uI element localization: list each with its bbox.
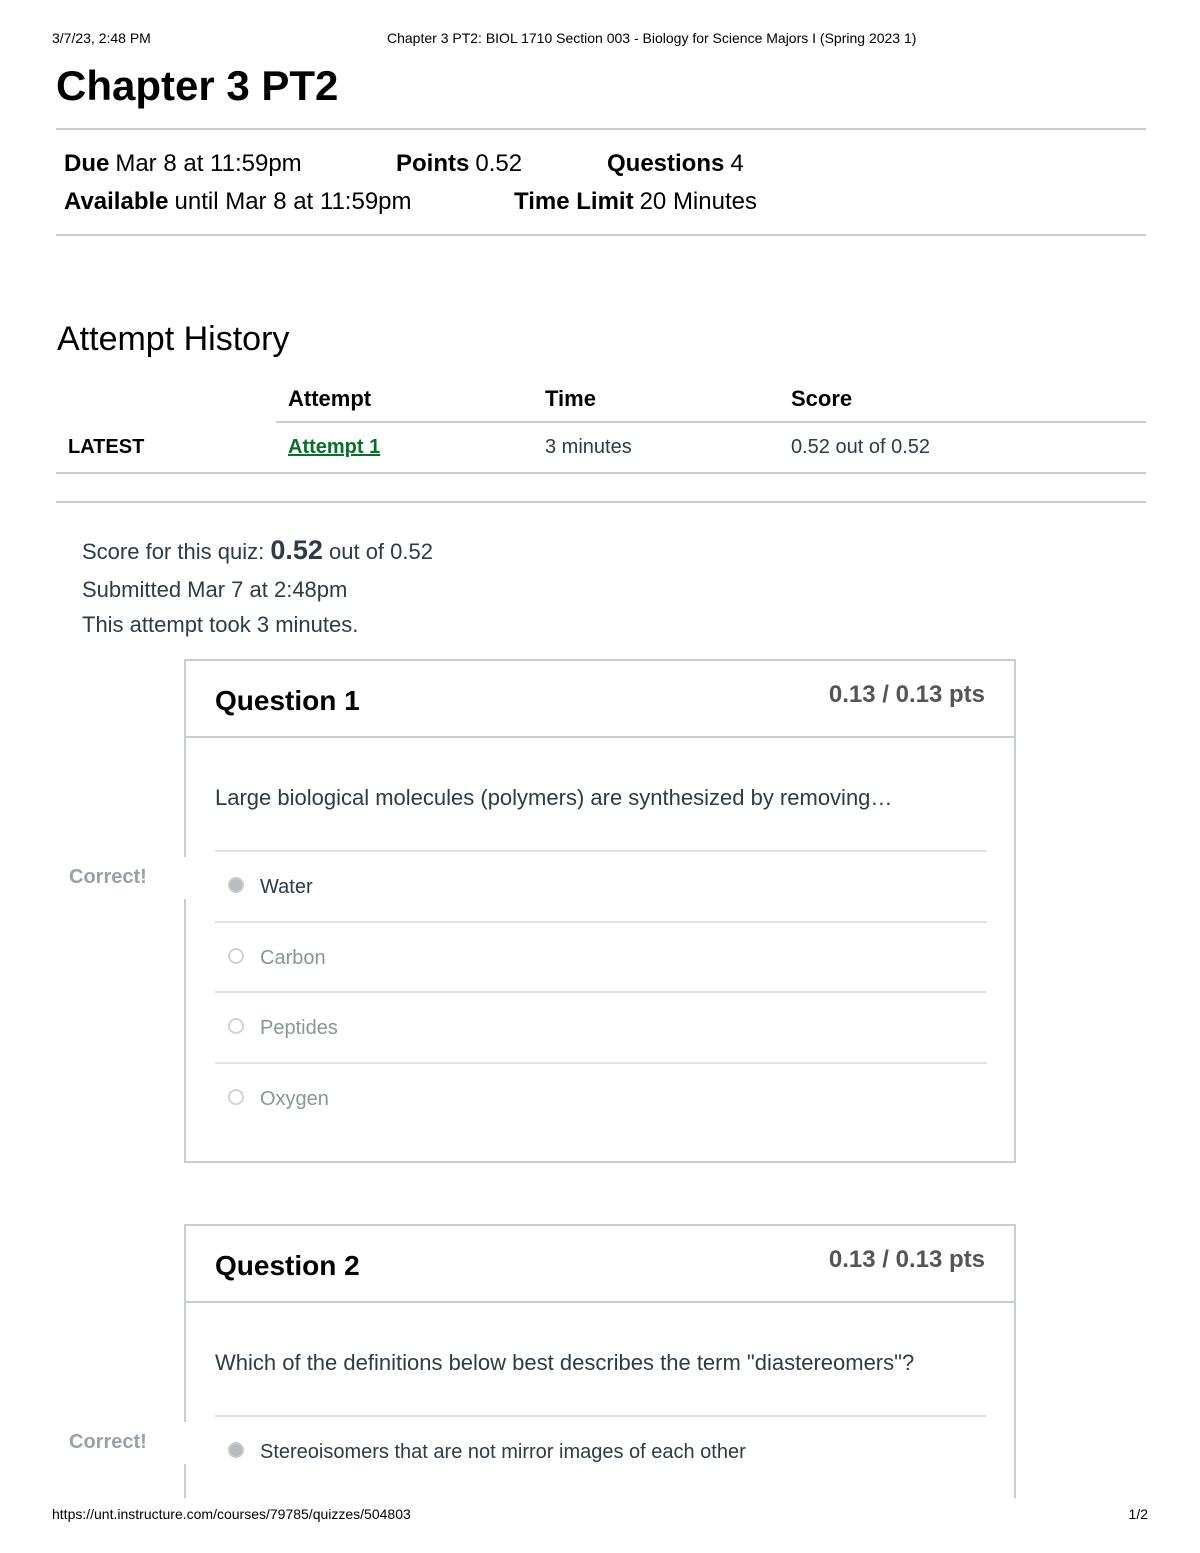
column-header-attempt: Attempt	[288, 386, 372, 411]
print-page-title: Chapter 3 PT2: BIOL 1710 Section 003 - Biology for Science Majors I (Spring 2023 1)	[387, 30, 917, 46]
divider	[56, 128, 1146, 130]
answer-option[interactable]	[260, 1017, 338, 1040]
question-header	[186, 1226, 1014, 1303]
questions-info	[607, 150, 744, 178]
due-info	[64, 150, 302, 178]
answer-option[interactable]	[260, 1441, 746, 1464]
available-info	[64, 188, 412, 216]
quiz-score	[82, 535, 433, 566]
question-title: Question 2	[215, 1250, 360, 1281]
column-header-time: Time	[545, 386, 596, 411]
submitted-time: Submitted Mar 7 at 2:48pm	[82, 577, 348, 602]
column-header-score: Score	[791, 386, 853, 411]
attempt-score: 0.52 out of 0.52	[791, 436, 931, 458]
available-label: Available	[64, 188, 169, 215]
time-limit-label: Time Limit	[514, 188, 634, 215]
latest-tag: LATEST	[68, 436, 145, 458]
answer-label: Peptides	[260, 1017, 338, 1039]
questions-value: 4	[730, 150, 744, 177]
answer-option[interactable]	[260, 1088, 329, 1111]
answer-label: Water	[260, 876, 313, 898]
answer-option[interactable]	[260, 876, 313, 899]
score-prefix: Score for this quiz:	[82, 539, 265, 564]
table-header-rule	[276, 421, 1146, 423]
border-gap	[180, 1422, 190, 1464]
answer-divider	[215, 850, 987, 852]
answer-divider	[215, 1062, 987, 1064]
question-points: 0.13 / 0.13 pts	[828, 1246, 985, 1273]
answer-label: Carbon	[260, 947, 326, 969]
print-url: https://unt.instructure.com/courses/79785/quizzes/504803	[52, 1506, 411, 1522]
time-limit-info	[514, 188, 757, 216]
time-limit-value: 20 Minutes	[639, 188, 757, 215]
question-title: Question 1	[215, 685, 360, 716]
attempt-link[interactable]: Attempt 1	[288, 436, 381, 458]
question-card-1	[184, 659, 1016, 1163]
radio-selected-icon[interactable]	[228, 877, 244, 893]
answer-divider	[215, 1415, 987, 1417]
points-value: 0.52	[475, 150, 523, 177]
answer-divider	[215, 991, 987, 993]
attempt-time: 3 minutes	[545, 436, 632, 458]
print-header	[52, 30, 1148, 48]
question-text: Which of the definitions below best describes the term "diastereomers"?	[215, 1350, 915, 1375]
answer-divider	[215, 921, 987, 923]
correct-answer-tag: Correct!	[69, 866, 147, 888]
answer-label: Oxygen	[260, 1088, 329, 1110]
quiz-title: Chapter 3 PT2	[56, 62, 339, 109]
answer-option[interactable]	[260, 947, 326, 970]
score-suffix: out of 0.52	[329, 539, 433, 564]
question-points: 0.13 / 0.13 pts	[828, 681, 985, 708]
answer-label: Stereoisomers that are not mirror images of each other	[260, 1441, 746, 1463]
question-header	[186, 661, 1014, 738]
due-label: Due	[64, 150, 110, 177]
print-footer	[52, 1506, 1148, 1524]
attempt-duration: This attempt took 3 minutes.	[82, 612, 359, 637]
radio-icon[interactable]	[228, 1018, 244, 1034]
question-card-2	[184, 1224, 1016, 1514]
points-label: Points	[396, 150, 470, 177]
radio-icon[interactable]	[228, 948, 244, 964]
divider	[56, 501, 1146, 503]
score-value: 0.52	[270, 535, 323, 565]
attempt-history-heading: Attempt History	[57, 320, 290, 358]
points-info	[396, 150, 522, 178]
page-number: 1/2	[1128, 1506, 1148, 1522]
border-gap	[180, 857, 190, 899]
available-value: until Mar 8 at 11:59pm	[174, 188, 412, 215]
radio-icon[interactable]	[228, 1089, 244, 1105]
divider	[56, 234, 1146, 236]
table-row-rule	[56, 472, 1146, 474]
question-text: Large biological molecules (polymers) are synthesized by removing…	[215, 785, 893, 810]
correct-answer-tag: Correct!	[69, 1431, 147, 1453]
due-value: Mar 8 at 11:59pm	[115, 150, 302, 177]
questions-label: Questions	[607, 150, 725, 177]
radio-selected-icon[interactable]	[228, 1442, 244, 1458]
print-date: 3/7/23, 2:48 PM	[52, 30, 151, 46]
